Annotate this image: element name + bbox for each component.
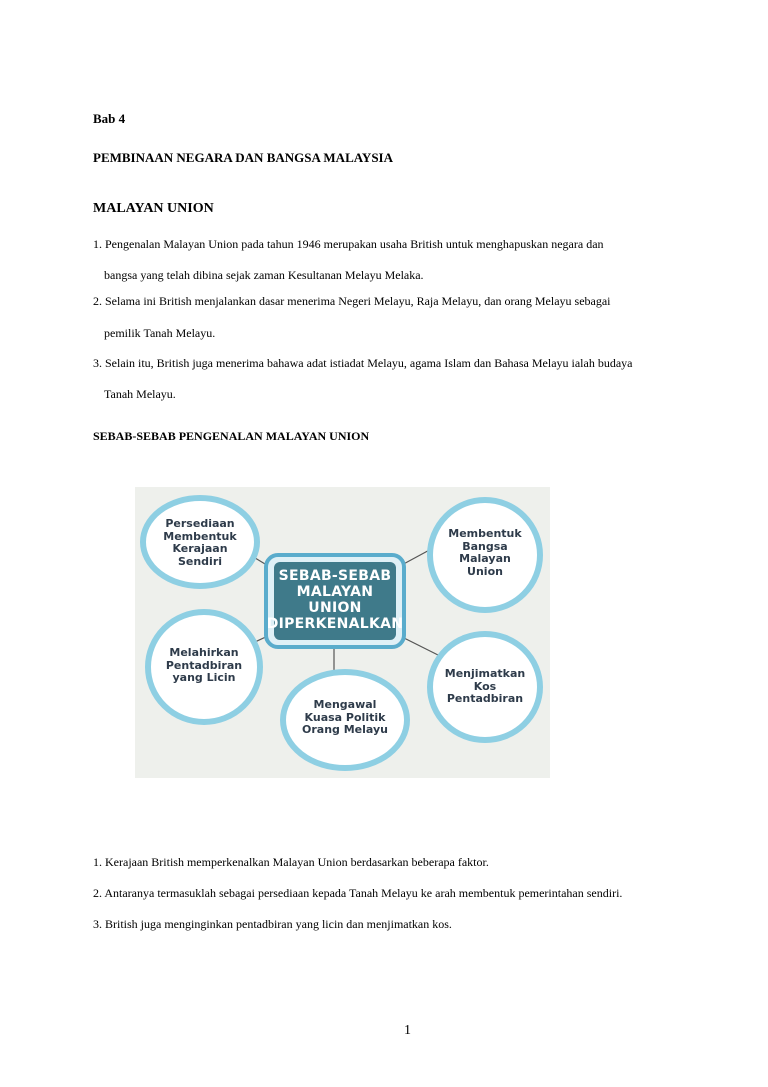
node-mengawal — [285, 699, 405, 737]
chapter-title: PEMBINAAN NEGARA DAN BANGSA MALAYSIA — [93, 150, 393, 165]
intro-point-2-line2: pemilik Tanah Melayu. — [104, 326, 216, 340]
node-line: Pentadbiran — [165, 658, 243, 672]
center-label-line: SEBAB-SEBAB — [278, 568, 392, 584]
intro-point-1-line2: bangsa yang telah dibina sejak zaman Kesultanan Melayu Melaka. — [104, 268, 424, 282]
node-persediaan — [145, 518, 255, 568]
node-melahirkan — [147, 647, 261, 685]
intro-point-1-line1: 1. Pengenalan Malayan Union pada tahun 1946 merupakan usaha British untuk menghapuskan negara dan — [93, 237, 604, 251]
node-line: Kerajaan — [172, 542, 228, 555]
node-line: Bangsa — [462, 539, 508, 553]
node-line: Membentuk — [163, 529, 237, 543]
center-label-line: DIPERKENALKAN — [266, 616, 404, 632]
node-line: Orang Melayu — [302, 723, 388, 736]
summary-point-3: 3. British juga menginginkan pentadbiran yang licin dan menjimatkan kos. — [93, 917, 452, 931]
node-line: Union — [467, 564, 503, 578]
summary-point-1: 1. Kerajaan British memperkenalkan Malayan Union berdasarkan beberapa faktor. — [93, 855, 489, 869]
node-line: Mengawal — [313, 698, 377, 711]
intro-point-3-line1: 3. Selain itu, British juga menerima bahawa adat istiadat Melayu, agama Islam dan Bahasa Melayu ialah budaya — [93, 356, 633, 370]
node-menjimatkan — [430, 668, 540, 706]
intro-point-2-line1: 2. Selama ini British menjalankan dasar menerima Negeri Melayu, Raja Melayu, dan orang Melayu sebagai — [93, 294, 611, 308]
intro-point-3-line2: Tanah Melayu. — [104, 387, 176, 401]
node-line: Melahirkan — [169, 646, 239, 659]
node-line: Sendiri — [177, 554, 223, 568]
center-label — [266, 568, 404, 632]
chapter-label: Bab 4 — [93, 111, 126, 126]
section-title: MALAYAN UNION — [93, 201, 214, 216]
node-line: yang Licin — [172, 671, 236, 684]
center-label-line: MALAYAN — [296, 584, 374, 600]
causes-diagram — [135, 487, 550, 778]
node-line: Menjimatkan — [444, 667, 526, 680]
summary-point-2: 2. Antaranya termasuklah sebagai persediaan kepada Tanah Melayu ke arah membentuk pemerintahan sendiri. — [93, 886, 623, 900]
page-number: 1 — [404, 1023, 411, 1038]
node-line: Malayan — [459, 552, 511, 565]
center-label-line: UNION — [308, 600, 362, 616]
subsection-title: SEBAB-SEBAB PENGENALAN MALAYAN UNION — [93, 429, 370, 443]
node-line: Persediaan — [165, 517, 235, 530]
node-membentuk-bangsa — [430, 528, 540, 578]
node-line: Kos — [473, 679, 497, 693]
node-line: Membentuk — [448, 527, 522, 540]
node-line: Kuasa Politik — [304, 710, 386, 724]
node-line: Pentadbiran — [446, 692, 524, 705]
